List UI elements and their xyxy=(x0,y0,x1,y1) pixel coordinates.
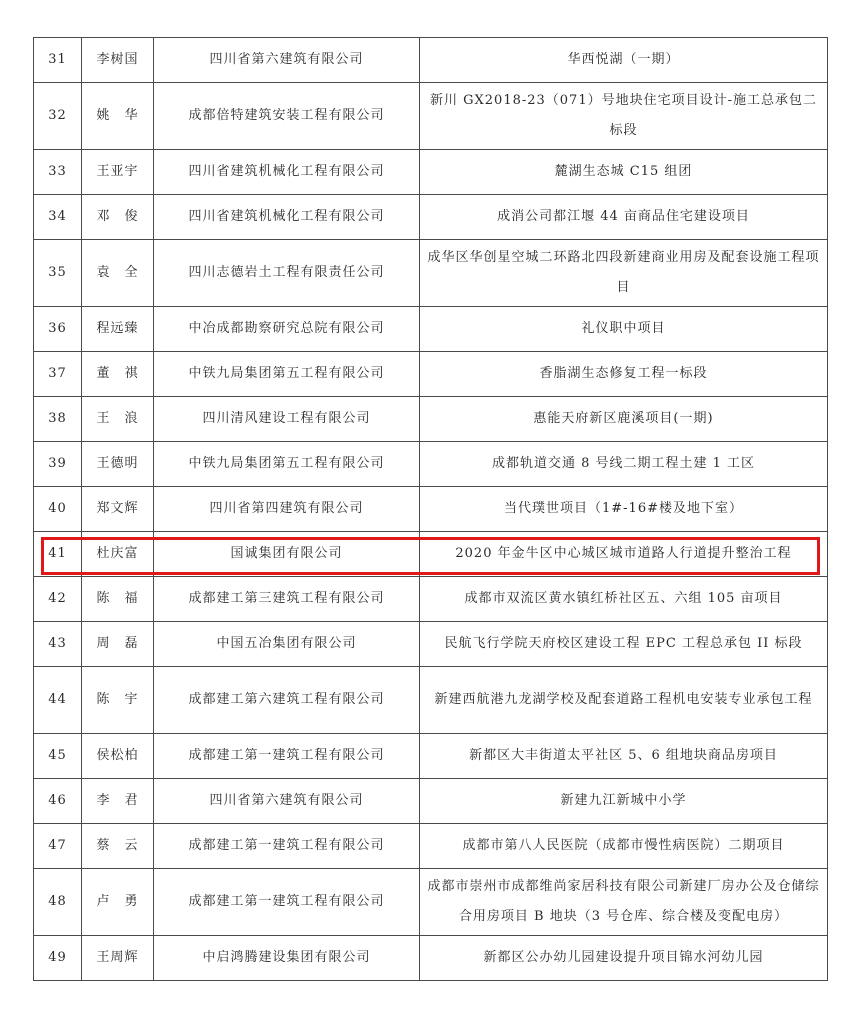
row-number: 41 xyxy=(34,532,82,577)
row-number: 39 xyxy=(34,442,82,487)
row-number: 32 xyxy=(34,83,82,150)
person-name: 侯松柏 xyxy=(82,734,154,779)
row-number: 35 xyxy=(34,240,82,307)
award-list-table xyxy=(33,37,828,981)
person-name: 董 祺 xyxy=(82,352,154,397)
table-row xyxy=(34,38,828,83)
project-name: 华西悦湖（一期） xyxy=(420,38,828,83)
row-number: 38 xyxy=(34,397,82,442)
company-name: 成都建工第一建筑工程有限公司 xyxy=(154,824,420,869)
company-name: 四川志德岩土工程有限责任公司 xyxy=(154,240,420,307)
person-name: 袁 全 xyxy=(82,240,154,307)
project-name: 新都区公办幼儿园建设提升项目锦水河幼儿园 xyxy=(420,936,828,981)
table-row xyxy=(34,195,828,240)
table-row xyxy=(34,667,828,734)
row-number: 45 xyxy=(34,734,82,779)
company-name: 四川清风建设工程有限公司 xyxy=(154,397,420,442)
row-number: 31 xyxy=(34,38,82,83)
project-name: 香脂湖生态修复工程一标段 xyxy=(420,352,828,397)
project-name: 成华区华创星空城二环路北四段新建商业用房及配套设施工程项目 xyxy=(420,240,828,307)
person-name: 邓 俊 xyxy=(82,195,154,240)
table-row xyxy=(34,83,828,150)
company-name: 中铁九局集团第五工程有限公司 xyxy=(154,442,420,487)
company-name: 国诚集团有限公司 xyxy=(154,532,420,577)
company-name: 中冶成都勘察研究总院有限公司 xyxy=(154,307,420,352)
company-name: 成都建工第三建筑工程有限公司 xyxy=(154,577,420,622)
table-row xyxy=(34,150,828,195)
table-row xyxy=(34,487,828,532)
table-row xyxy=(34,397,828,442)
person-name: 郑文辉 xyxy=(82,487,154,532)
table-row-highlighted xyxy=(34,532,828,577)
person-name: 王 浪 xyxy=(82,397,154,442)
project-name: 成消公司都江堰 44 亩商品住宅建设项目 xyxy=(420,195,828,240)
company-name: 四川省建筑机械化工程有限公司 xyxy=(154,150,420,195)
person-name: 陈 宇 xyxy=(82,667,154,734)
row-number: 40 xyxy=(34,487,82,532)
person-name: 王周辉 xyxy=(82,936,154,981)
project-name: 新建九江新城中小学 xyxy=(420,779,828,824)
table-row xyxy=(34,936,828,981)
table-row xyxy=(34,442,828,487)
row-number: 37 xyxy=(34,352,82,397)
company-name: 中启鸿腾建设集团有限公司 xyxy=(154,936,420,981)
person-name: 姚 华 xyxy=(82,83,154,150)
company-name: 成都建工第一建筑工程有限公司 xyxy=(154,734,420,779)
project-name: 2020 年金牛区中心城区城市道路人行道提升整治工程 xyxy=(420,532,828,577)
table-row xyxy=(34,779,828,824)
table-row xyxy=(34,577,828,622)
project-name: 麓湖生态城 C15 组团 xyxy=(420,150,828,195)
person-name: 卢 勇 xyxy=(82,869,154,936)
company-name: 中国五冶集团有限公司 xyxy=(154,622,420,667)
row-number: 42 xyxy=(34,577,82,622)
person-name: 陈 福 xyxy=(82,577,154,622)
person-name: 周 磊 xyxy=(82,622,154,667)
table-row xyxy=(34,307,828,352)
project-name: 成都轨道交通 8 号线二期工程土建 1 工区 xyxy=(420,442,828,487)
project-name: 新川 GX2018-23（071）号地块住宅项目设计-施工总承包二标段 xyxy=(420,83,828,150)
project-name: 新都区大丰街道太平社区 5、6 组地块商品房项目 xyxy=(420,734,828,779)
company-name: 四川省第六建筑有限公司 xyxy=(154,779,420,824)
project-name: 当代璞世项目（1#-16#楼及地下室） xyxy=(420,487,828,532)
company-name: 四川省第六建筑有限公司 xyxy=(154,38,420,83)
company-name: 四川省第四建筑有限公司 xyxy=(154,487,420,532)
row-number: 49 xyxy=(34,936,82,981)
row-number: 44 xyxy=(34,667,82,734)
project-name: 成都市崇州市成都维尚家居科技有限公司新建厂房办公及仓储综合用房项目 B 地块（3 号仓库、综合楼及变配电房） xyxy=(420,869,828,936)
row-number: 36 xyxy=(34,307,82,352)
project-name: 成都市第八人民医院（成都市慢性病医院）二期项目 xyxy=(420,824,828,869)
company-name: 成都倍特建筑安装工程有限公司 xyxy=(154,83,420,150)
table-row xyxy=(34,824,828,869)
person-name: 程远臻 xyxy=(82,307,154,352)
person-name: 蔡 云 xyxy=(82,824,154,869)
company-name: 成都建工第六建筑工程有限公司 xyxy=(154,667,420,734)
person-name: 李 君 xyxy=(82,779,154,824)
row-number: 34 xyxy=(34,195,82,240)
person-name: 王德明 xyxy=(82,442,154,487)
project-name: 民航飞行学院天府校区建设工程 EPC 工程总承包 II 标段 xyxy=(420,622,828,667)
project-name: 礼仪职中项目 xyxy=(420,307,828,352)
person-name: 杜庆富 xyxy=(82,532,154,577)
person-name: 李树国 xyxy=(82,38,154,83)
project-name: 新建西航港九龙湖学校及配套道路工程机电安装专业承包工程 xyxy=(420,667,828,734)
row-number: 48 xyxy=(34,869,82,936)
table-row xyxy=(34,869,828,936)
project-name: 惠能天府新区鹿溪项目(一期) xyxy=(420,397,828,442)
row-number: 47 xyxy=(34,824,82,869)
row-number: 43 xyxy=(34,622,82,667)
company-name: 中铁九局集团第五工程有限公司 xyxy=(154,352,420,397)
company-name: 四川省建筑机械化工程有限公司 xyxy=(154,195,420,240)
table-row xyxy=(34,352,828,397)
person-name: 王亚宇 xyxy=(82,150,154,195)
table-row xyxy=(34,240,828,307)
table-row xyxy=(34,622,828,667)
project-name: 成都市双流区黄水镇红桥社区五、六组 105 亩项目 xyxy=(420,577,828,622)
company-name: 成都建工第一建筑工程有限公司 xyxy=(154,869,420,936)
row-number: 46 xyxy=(34,779,82,824)
table-row xyxy=(34,734,828,779)
row-number: 33 xyxy=(34,150,82,195)
